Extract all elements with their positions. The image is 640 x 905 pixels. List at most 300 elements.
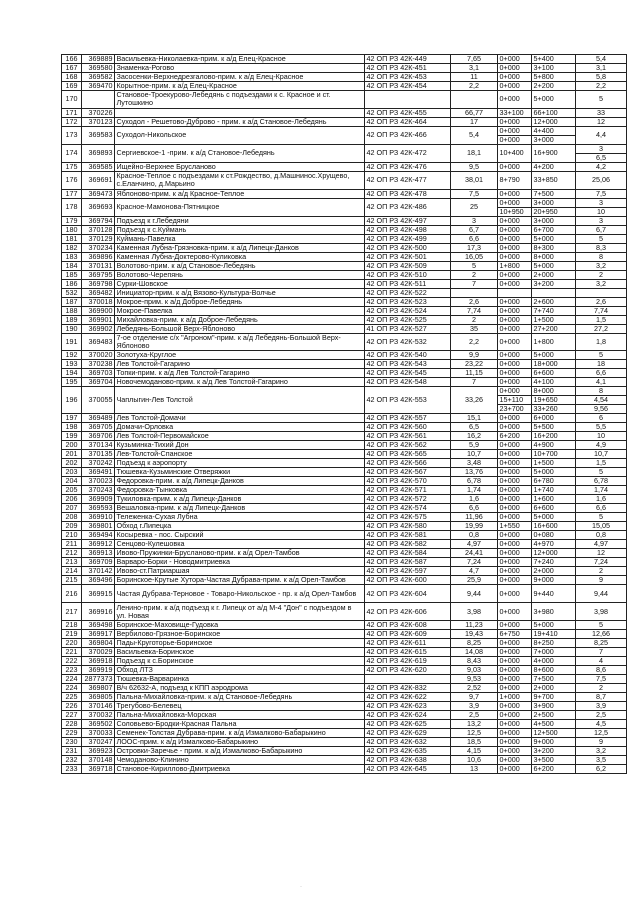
registry-id: 42 ОП РЗ 42К-510 — [365, 270, 451, 279]
km-end-part: 7+500 — [533, 674, 554, 683]
section-total-part: 15,05 — [592, 521, 610, 531]
section-total — [576, 64, 627, 73]
km-end — [532, 764, 576, 773]
row-number: 223 — [62, 665, 82, 674]
km-end — [532, 360, 576, 369]
table-row — [62, 225, 627, 234]
table-row — [62, 585, 627, 603]
km-end — [532, 665, 576, 674]
section-total — [576, 73, 627, 82]
road-name: Сурки-Шовское — [115, 279, 365, 288]
road-length — [451, 288, 498, 297]
table-row — [62, 504, 627, 513]
km-start — [498, 126, 532, 144]
km-start — [498, 288, 532, 297]
registry-id — [365, 91, 451, 109]
road-length: 1,74 — [451, 486, 498, 495]
km-start-part: 0+000 — [499, 306, 520, 315]
road-name: Ленино-прим. к а/д подъезд к г. Липецк от а/д М-4 "Дон" с подъездом в ул. Новая — [115, 603, 365, 621]
km-start — [498, 728, 532, 737]
km-start-part: 0+000 — [499, 719, 520, 728]
km-start-part: 0+000 — [499, 665, 520, 674]
road-code: 370142 — [82, 567, 115, 576]
section-total — [576, 288, 627, 297]
km-end-part: 2+500 — [533, 710, 554, 719]
km-end — [532, 683, 576, 692]
road-code: 370238 — [82, 360, 115, 369]
km-end — [532, 585, 576, 603]
km-end — [532, 171, 576, 189]
row-number: 194 — [62, 369, 82, 378]
table-row — [62, 674, 627, 683]
km-end-part: 18+000 — [533, 359, 558, 369]
km-end-part: 9+000 — [533, 737, 554, 746]
road-length: 2,2 — [451, 333, 498, 351]
table-row — [62, 360, 627, 369]
km-start — [498, 710, 532, 719]
section-total — [576, 270, 627, 279]
table-row — [62, 629, 627, 638]
section-total-part: 4,9 — [596, 440, 606, 450]
km-end-part: 27+200 — [533, 324, 558, 333]
registry-id: 42 ОП РЗ 42К-523 — [365, 297, 451, 306]
section-total-part: 10 — [597, 431, 605, 441]
road-length: 9,9 — [451, 351, 498, 360]
km-end — [532, 737, 576, 746]
km-end-part: 8+300 — [533, 243, 554, 252]
registry-id: 42 ОП РЗ 42К-629 — [365, 728, 451, 737]
registry-id: 42 ОП РЗ 42К-453 — [365, 73, 451, 82]
road-length: 7,24 — [451, 558, 498, 567]
km-start-part: 33+100 — [499, 108, 524, 117]
row-number: 178 — [62, 198, 82, 216]
km-end — [532, 162, 576, 171]
road-name: Мокрое-Павелка — [115, 306, 365, 315]
road-length: 1,6 — [451, 495, 498, 504]
km-end — [532, 126, 576, 144]
registry-id: 42 ОП РЗ 42К-464 — [365, 117, 451, 126]
km-end-part: 16+200 — [533, 431, 558, 441]
section-total-part: 6,5 — [576, 153, 626, 162]
road-code: 369703 — [82, 369, 115, 378]
km-end-part: 16+600 — [533, 521, 558, 531]
row-number: 203 — [62, 468, 82, 477]
table-row — [62, 710, 627, 719]
section-total-part: 2 — [599, 683, 603, 692]
row-number: 212 — [62, 549, 82, 558]
km-start-part: 10+950 — [498, 207, 531, 216]
km-end — [532, 638, 576, 647]
table-row — [62, 243, 627, 252]
km-end — [532, 531, 576, 540]
road-name: Вешаловка-прим. к а/д Липецк-Данков — [115, 504, 365, 513]
row-number: 226 — [62, 701, 82, 710]
km-end — [532, 216, 576, 225]
table-row — [62, 315, 627, 324]
section-total — [576, 414, 627, 423]
km-end — [532, 701, 576, 710]
road-name: Тюшевка-Варваринка — [115, 674, 365, 683]
km-start-part: 6+200 — [499, 431, 520, 441]
road-name: Становое-Кириллово-Дмитриевка — [115, 764, 365, 773]
row-number: 219 — [62, 629, 82, 638]
table-row — [62, 270, 627, 279]
km-start-part: 1+800 — [499, 261, 520, 270]
road-length: 7,5 — [451, 189, 498, 198]
km-start — [498, 225, 532, 234]
section-total-part: 3,2 — [596, 261, 606, 270]
road-name: Подъезд к г.Лебедяни — [115, 216, 365, 225]
km-end — [532, 692, 576, 701]
section-total-part: 10 — [576, 207, 626, 216]
section-total-part: 3,2 — [596, 746, 606, 755]
table-row — [62, 216, 627, 225]
km-start-part: 0+000 — [499, 467, 520, 477]
row-number: 177 — [62, 189, 82, 198]
section-total — [576, 549, 627, 558]
km-end — [532, 324, 576, 333]
km-end — [532, 567, 576, 576]
road-code: 369909 — [82, 495, 115, 504]
km-start — [498, 468, 532, 477]
registry-id: 42 ОП РЗ 42К-624 — [365, 710, 451, 719]
km-end-part: 5+000 — [533, 467, 554, 477]
registry-id: 42 ОП РЗ 42К-478 — [365, 189, 451, 198]
table-row — [62, 477, 627, 486]
road-code: 369496 — [82, 576, 115, 585]
km-start — [498, 351, 532, 360]
road-code: 370131 — [82, 261, 115, 270]
row-number: 184 — [62, 261, 82, 270]
registry-id: 42 ОП РЗ 42К-476 — [365, 162, 451, 171]
road-length: 17 — [451, 117, 498, 126]
table-row — [62, 369, 627, 378]
road-code: 370129 — [82, 234, 115, 243]
road-code: 369705 — [82, 423, 115, 432]
km-end-part: 3+200 — [533, 746, 554, 755]
road-length: 9,03 — [451, 665, 498, 674]
section-total — [576, 378, 627, 387]
row-number: 179 — [62, 216, 82, 225]
road-name: Каменная Лубна-Грязновка-прим. к а/д Липецк-Данков — [115, 243, 365, 252]
registry-id: 42 ОП РЗ 42К-575 — [365, 513, 451, 522]
km-end-part: 1+600 — [533, 494, 554, 504]
km-start — [498, 198, 532, 216]
section-total — [576, 737, 627, 746]
section-total-part: 7 — [599, 647, 603, 656]
km-end — [532, 549, 576, 558]
road-name: Домачи-Орловка — [115, 423, 365, 432]
road-name: Пальна-Михайловка-прим. к а/д Становое-Лебедянь — [115, 692, 365, 701]
road-name: Вербилово-Грязное-Боринское — [115, 629, 365, 638]
km-end-part: 19+650 — [532, 395, 575, 404]
section-total-part: 3,2 — [596, 279, 606, 288]
table-row — [62, 64, 627, 73]
table-row — [62, 468, 627, 477]
km-start — [498, 656, 532, 665]
row-number: 220 — [62, 638, 82, 647]
road-name: Сенцово-Кулешовка — [115, 540, 365, 549]
table-row — [62, 531, 627, 540]
section-total — [576, 126, 627, 144]
registry-id: 42 ОП РЗ 42К-619 — [365, 656, 451, 665]
table-row — [62, 486, 627, 495]
km-end-part: 5+000 — [533, 94, 554, 104]
road-length: 0,8 — [451, 531, 498, 540]
section-total — [576, 522, 627, 531]
road-name: Подъезд к аэропорту — [115, 459, 365, 468]
section-total-part: 5,5 — [596, 422, 606, 432]
road-code: 370029 — [82, 647, 115, 656]
registry-id: 42 ОП РЗ 42К-582 — [365, 540, 451, 549]
km-start — [498, 414, 532, 423]
km-start — [498, 576, 532, 585]
table-row — [62, 450, 627, 459]
road-name: Суходол-Никольское — [115, 126, 365, 144]
road-name: Подъезд к с.Куймань — [115, 225, 365, 234]
table-row — [62, 432, 627, 441]
km-end — [532, 198, 576, 216]
row-number: 229 — [62, 728, 82, 737]
km-start — [498, 387, 532, 414]
row-number: 198 — [62, 423, 82, 432]
row-number: 217 — [62, 603, 82, 621]
km-start — [498, 297, 532, 306]
registry-id: 42 ОП РЗ 42К-581 — [365, 531, 451, 540]
km-start-part: 0+000 — [499, 746, 520, 755]
section-total-part: 8 — [599, 386, 603, 396]
section-total-part: 5 — [599, 234, 603, 243]
road-name: Золотуха-Круглое — [115, 351, 365, 360]
km-end-part: 5+000 — [533, 350, 554, 360]
table-row — [62, 603, 627, 621]
km-end-part: 5+800 — [533, 72, 554, 81]
km-end-part: 2+000 — [533, 270, 554, 279]
registry-id: 42 ОП РЗ 42К-611 — [365, 638, 451, 647]
section-total-part: 2 — [599, 566, 603, 576]
km-start-part: 0+000 — [499, 638, 520, 647]
km-start-part: 0+000 — [499, 72, 520, 81]
section-total — [576, 683, 627, 692]
table-row — [62, 234, 627, 243]
road-code: 370148 — [82, 755, 115, 764]
km-end-part: 8+250 — [533, 638, 554, 647]
registry-id: 42 ОП РЗ 42К-560 — [365, 423, 451, 432]
section-total-part: 9 — [599, 737, 603, 746]
road-code: 369498 — [82, 620, 115, 629]
row-number: 188 — [62, 306, 82, 315]
road-length: 3,1 — [451, 64, 498, 73]
section-total — [576, 91, 627, 109]
registry-id: 42 ОП РЗ 42К-449 — [365, 55, 451, 64]
road-code: 370242 — [82, 459, 115, 468]
road-length: 4,7 — [451, 567, 498, 576]
km-end — [532, 73, 576, 82]
road-length: 16,2 — [451, 432, 498, 441]
road-name: Волотово-прим. к а/д Становое-Лебедянь — [115, 261, 365, 270]
section-total-part: 5,8 — [596, 72, 606, 81]
km-end — [532, 647, 576, 656]
road-name: Становое-Троекурово-Лебедянь с подъездами к с. Красное и ст. Лутошкино — [115, 91, 365, 109]
road-code: 369593 — [82, 504, 115, 513]
km-start — [498, 234, 532, 243]
registry-id: 42 ОП РЗ 42К-625 — [365, 719, 451, 728]
table-row — [62, 82, 627, 91]
road-code: 370234 — [82, 243, 115, 252]
road-length: 13 — [451, 764, 498, 773]
km-start-part: 0+000 — [499, 566, 520, 576]
km-end — [532, 234, 576, 243]
section-total-part: 8 — [599, 252, 603, 261]
km-start — [498, 647, 532, 656]
km-start — [498, 549, 532, 558]
km-start — [498, 432, 532, 441]
registry-id: 42 ОП РЗ 42К-501 — [365, 252, 451, 261]
road-name: Волотово-Черепянь — [115, 270, 365, 279]
km-start — [498, 82, 532, 91]
km-end-part: 12+000 — [533, 117, 558, 126]
km-start-part: 6+750 — [499, 629, 520, 638]
km-start-part: 0+000 — [499, 755, 520, 764]
registry-id: 42 ОП РЗ 42К-574 — [365, 504, 451, 513]
registry-id: 42 ОП РЗ 42К-565 — [365, 450, 451, 459]
road-name: Боринское-Маховище-Гудовка — [115, 620, 365, 629]
section-total-part: 6,2 — [596, 764, 606, 773]
table-row — [62, 683, 627, 692]
km-end-part: 12+500 — [533, 728, 558, 737]
road-length: 9,44 — [451, 585, 498, 603]
km-end-part: 4+970 — [533, 539, 554, 549]
km-end-part: 4+500 — [533, 719, 554, 728]
road-code: 369804 — [82, 638, 115, 647]
row-number: 215 — [62, 576, 82, 585]
section-total — [576, 234, 627, 243]
road-code: 369706 — [82, 432, 115, 441]
row-number: 191 — [62, 333, 82, 351]
registry-id: 42 ОП РЗ 42К-561 — [365, 432, 451, 441]
km-start — [498, 737, 532, 746]
table-row — [62, 324, 627, 333]
km-start — [498, 692, 532, 701]
section-total-part: 3 — [599, 216, 603, 225]
km-start — [498, 629, 532, 638]
section-total — [576, 171, 627, 189]
km-start — [498, 450, 532, 459]
road-code: 370123 — [82, 117, 115, 126]
km-end-part: 6+600 — [533, 503, 554, 513]
km-end — [532, 279, 576, 288]
road-length: 15,1 — [451, 414, 498, 423]
table-row — [62, 333, 627, 351]
road-code: 369910 — [82, 513, 115, 522]
road-length: 2,52 — [451, 683, 498, 692]
km-start — [498, 423, 532, 432]
registry-id: 42 ОП РЗ 42К-587 — [365, 558, 451, 567]
road-name: Федоровка-прим. к а/д Липецк-Данков — [115, 477, 365, 486]
km-start — [498, 486, 532, 495]
table-row — [62, 423, 627, 432]
row-number: 201 — [62, 450, 82, 459]
km-end-part: 3+000 — [533, 216, 554, 225]
registry-id: 42 ОП РЗ 42К-548 — [365, 378, 451, 387]
registry-id: 42 ОП РЗ 42К-645 — [365, 764, 451, 773]
row-number: 222 — [62, 656, 82, 665]
km-end — [532, 64, 576, 73]
section-total-part: 8,7 — [596, 692, 606, 701]
road-length: 10,7 — [451, 450, 498, 459]
row-number: 211 — [62, 540, 82, 549]
registry-id: 41 ОП РЗ 42К-527 — [365, 324, 451, 333]
section-total-part: 3 — [599, 144, 603, 153]
road-length: 2,6 — [451, 297, 498, 306]
km-start — [498, 108, 532, 117]
road-name: Тукиловка-прим. к а/д Липецк-Данков — [115, 495, 365, 504]
section-total — [576, 719, 627, 728]
km-start-part: 0+000 — [499, 606, 520, 616]
km-start — [498, 540, 532, 549]
row-number: 199 — [62, 432, 82, 441]
registry-id — [365, 674, 451, 683]
road-length: 18,5 — [451, 737, 498, 746]
table-row — [62, 746, 627, 755]
km-end — [532, 710, 576, 719]
km-end — [532, 270, 576, 279]
row-number: 231 — [62, 746, 82, 755]
km-end-part: 6+000 — [533, 413, 554, 423]
km-end — [532, 522, 576, 531]
road-code: 369913 — [82, 549, 115, 558]
section-total — [576, 746, 627, 755]
km-end — [532, 459, 576, 468]
section-total — [576, 477, 627, 486]
km-end-part: 7+240 — [533, 557, 554, 567]
km-end — [532, 423, 576, 432]
km-end-part: 8+600 — [533, 665, 554, 674]
km-start — [498, 764, 532, 773]
section-total — [576, 225, 627, 234]
row-number: 173 — [62, 126, 82, 144]
road-length: 19,99 — [451, 522, 498, 531]
road-length: 2 — [451, 315, 498, 324]
km-end-part: 5+500 — [533, 422, 554, 432]
registry-id: 42 ОП РЗ 42К-451 — [365, 64, 451, 73]
section-total — [576, 306, 627, 315]
km-end — [532, 441, 576, 450]
road-name: Ищейно-Верхнее Брусланово — [115, 162, 365, 171]
km-end-part: 4+400 — [533, 126, 554, 135]
table-row — [62, 162, 627, 171]
km-end-part: 7+740 — [533, 306, 554, 315]
row-number: 166 — [62, 55, 82, 64]
table-row — [62, 171, 627, 189]
registry-id: 42 ОП РЗ 42К-566 — [365, 459, 451, 468]
section-total-part: 3,9 — [596, 701, 606, 710]
km-end — [532, 189, 576, 198]
table-row — [62, 576, 627, 585]
road-code: 369916 — [82, 603, 115, 621]
table-row — [62, 755, 627, 764]
road-name: Кузьминка-Тихий Дон — [115, 441, 365, 450]
km-start — [498, 91, 532, 109]
km-end — [532, 576, 576, 585]
section-total-part: 6,78 — [594, 476, 608, 486]
road-name: Островки-Заречье - прим. к а/д Измалково-Бабарыкино — [115, 746, 365, 755]
road-code: 369718 — [82, 764, 115, 773]
table-row — [62, 737, 627, 746]
km-start-part: 0+000 — [499, 557, 520, 567]
km-end-part: 5+400 — [533, 54, 554, 63]
road-name: Соловьево-Бродки-Красная Пальна — [115, 719, 365, 728]
